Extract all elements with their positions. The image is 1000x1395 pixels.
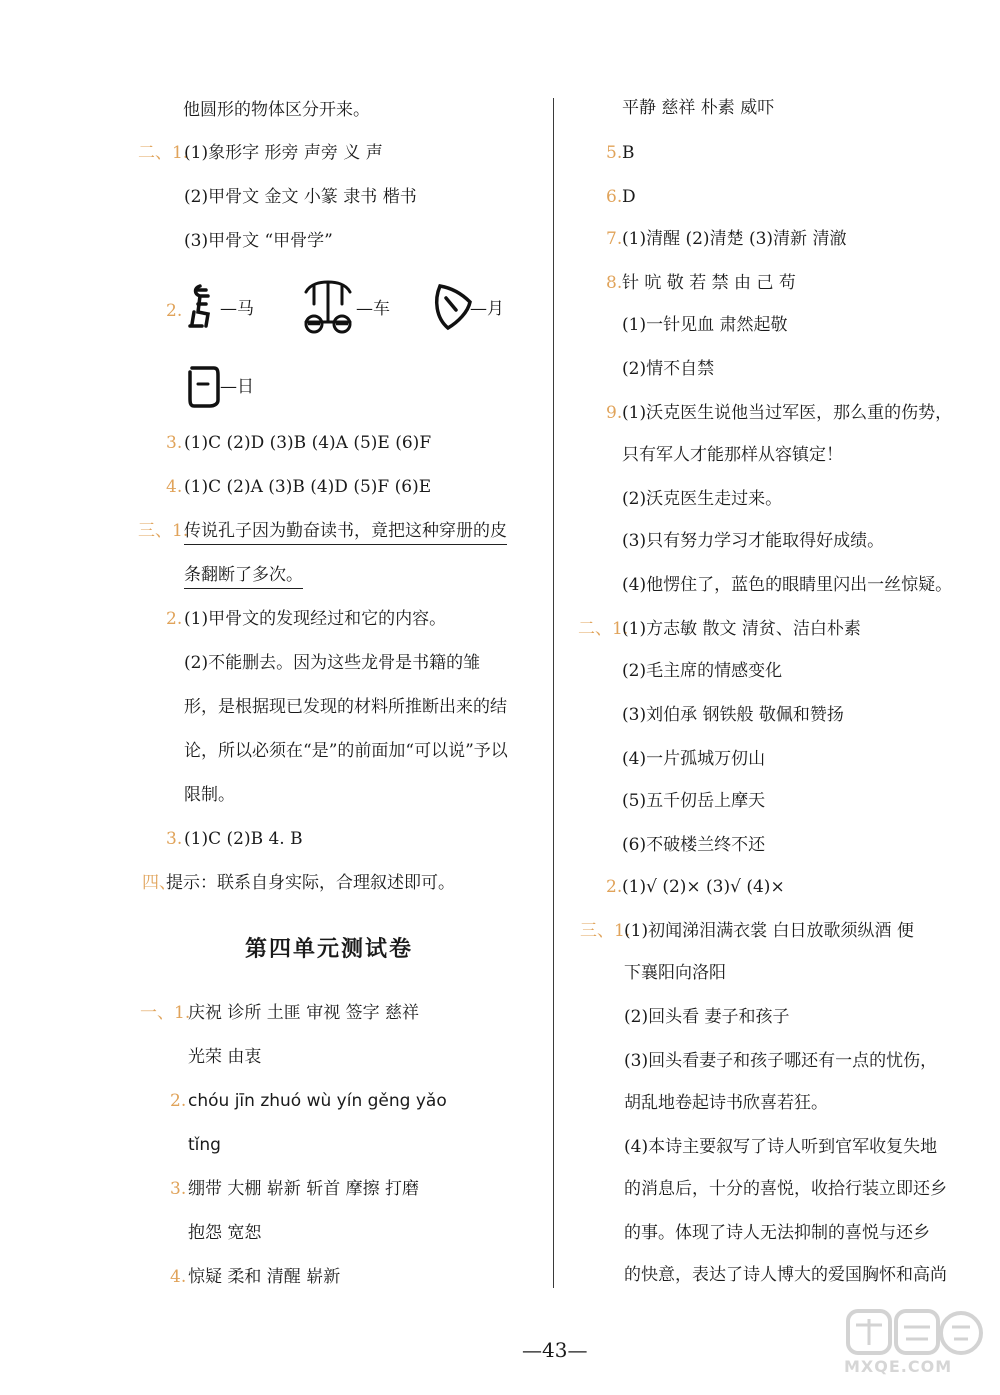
- answer-line: 的快意，表达了诗人博大的爱国胸怀和高尚: [624, 1265, 947, 1285]
- page-number: —43—: [522, 1338, 588, 1362]
- answer-line: (2)不能删去。因为这些龙骨是书籍的雏: [184, 653, 481, 673]
- answer-line: (3)刘伯承 钢铁般 敬佩和赞扬: [622, 705, 844, 725]
- answer-line: 光荣 由衷: [188, 1047, 262, 1067]
- question-number: 二、1.: [578, 619, 629, 639]
- oracle-horse-glyph: [186, 282, 222, 332]
- answer-line: 庆祝 诊所 土匪 审视 签字 慈祥: [188, 1003, 420, 1023]
- question-number: 6.: [606, 187, 623, 207]
- answer-line: B: [622, 143, 635, 163]
- answer-line: 论，所以必须在“是”的前面加“可以说”予以: [184, 741, 508, 761]
- oracle-sun-glyph: [186, 364, 222, 410]
- answer-line: 形，是根据现已发现的材料所推断出来的结: [184, 697, 507, 717]
- question-number: 4.: [166, 477, 183, 497]
- section-title: 第四单元测试卷: [245, 936, 414, 962]
- answer-line: (2)情不自禁: [622, 359, 715, 379]
- oracle-cart-glyph: [300, 278, 356, 336]
- question-number: 一、1.: [140, 1003, 191, 1023]
- answer-line: (1)沃克医生说他当过军医，那么重的伤势，: [622, 403, 953, 423]
- answer-line: (2)回头看 妻子和孩子: [624, 1007, 790, 1027]
- question-number: 三、1.: [580, 921, 631, 941]
- question-number: 8.: [606, 273, 623, 293]
- answer-line: 提示：联系自身实际，合理叙述即可。: [166, 873, 455, 893]
- question-number: 二、1.: [138, 143, 189, 163]
- answer-line: 绷带 大棚 崭新 斩首 摩擦 打磨: [188, 1179, 420, 1199]
- answer-line: (1)象形字 形旁 声旁 义 声: [184, 143, 383, 163]
- answer-line: (2)毛主席的情感变化: [622, 661, 783, 681]
- answer-line: (1)清醒 (2)清楚 (3)清新 清澈: [622, 229, 847, 249]
- answer-line: 惊疑 柔和 清醒 崭新: [188, 1267, 341, 1287]
- answer-line: (1)C (2)D (3)B (4)A (5)E (6)F: [184, 433, 432, 453]
- question-number: 4.: [170, 1267, 187, 1287]
- answer-line: (1)方志敏 散文 清贫、洁白朴素: [622, 619, 861, 639]
- question-number: 2.: [166, 301, 183, 321]
- oracle-moon-glyph: [432, 282, 472, 332]
- answer-line: (1)初闻涕泪满衣裳 白日放歌须纵酒 便: [624, 921, 914, 941]
- answer-line: (3)甲骨文 “甲骨学”: [184, 231, 333, 251]
- answer-line: D: [622, 187, 636, 207]
- answer-line: (1)√ (2)× (3)√ (4)×: [622, 877, 785, 897]
- question-number: 三、1.: [138, 521, 189, 541]
- answer-line: 针 吭 敬 若 禁 由 己 苟: [622, 273, 796, 293]
- question-number: 3.: [170, 1179, 187, 1199]
- answer-line: (3)回头看妻子和孩子哪还有一点的忧伤，: [624, 1051, 938, 1071]
- answer-line: (4)本诗主要叙写了诗人听到官军收复失地: [624, 1137, 938, 1157]
- answer-line: 限制。: [184, 785, 235, 805]
- glyph-label-yue: —月: [470, 299, 504, 319]
- answer-line: (1)C (2)A (3)B (4)D (5)F (6)E: [184, 477, 432, 497]
- answer-line: tǐng: [188, 1135, 221, 1155]
- answer-line: 条翻断了多次。: [184, 564, 303, 589]
- glyph-label-ri: —日: [220, 377, 254, 397]
- question-number: 9.: [606, 403, 623, 423]
- answer-line: (1)C (2)B 4. B: [184, 829, 303, 849]
- question-number: 2.: [606, 877, 623, 897]
- answer-line: 的事。体现了诗人无法抑制的喜悦与还乡: [624, 1223, 930, 1243]
- watermark-icon: [756, 1305, 986, 1361]
- glyph-label-che: —车: [356, 299, 390, 319]
- answer-line: (1)一针见血 肃然起敬: [622, 315, 788, 335]
- answer-line: chóu jīn zhuó wù yín gěng yǎo: [188, 1091, 447, 1111]
- answer-line: (2)沃克医生走过来。: [622, 489, 783, 509]
- answer-line: (4)他愣住了，蓝色的眼睛里闪出一丝惊疑。: [622, 575, 953, 595]
- answer-line: 只有军人才能那样从容镇定！: [622, 445, 843, 465]
- question-number: 7.: [606, 229, 623, 249]
- question-number: 四、: [142, 873, 176, 893]
- answer-line: 胡乱地卷起诗书欣喜若狂。: [624, 1093, 828, 1113]
- answer-line: (4)一片孤城万仞山: [622, 749, 766, 769]
- column-divider: [553, 98, 554, 1288]
- watermark-logo: [756, 1305, 986, 1385]
- question-number: 2.: [166, 609, 183, 629]
- answer-line: (6)不破楼兰终不还: [622, 835, 766, 855]
- answer-line: (5)五千仞岳上摩天: [622, 791, 766, 811]
- answer-line: 抱怨 宽恕: [188, 1223, 262, 1243]
- question-number: 2.: [170, 1091, 187, 1111]
- answer-line: 下襄阳向洛阳: [624, 963, 726, 983]
- answer-line: 平静 慈祥 朴素 威吓: [622, 98, 775, 118]
- question-number: 3.: [166, 829, 183, 849]
- question-number: 5.: [606, 143, 623, 163]
- answer-line: 他圆形的物体区分开来。: [183, 100, 370, 120]
- question-number: 3.: [166, 433, 183, 453]
- watermark-text: MXQE.COM: [844, 1357, 953, 1376]
- answer-line: (3)只有努力学习才能取得好成绩。: [622, 531, 885, 551]
- answer-line: 的消息后，十分的喜悦，收拾行装立即还乡: [624, 1179, 947, 1199]
- answer-line: (1)甲骨文的发现经过和它的内容。: [184, 609, 447, 629]
- answer-line: (2)甲骨文 金文 小篆 隶书 楷书: [184, 187, 417, 207]
- glyph-label-ma: —马: [220, 299, 254, 319]
- answer-line: 传说孔子因为勤奋读书，竟把这种穿册的皮: [184, 520, 507, 545]
